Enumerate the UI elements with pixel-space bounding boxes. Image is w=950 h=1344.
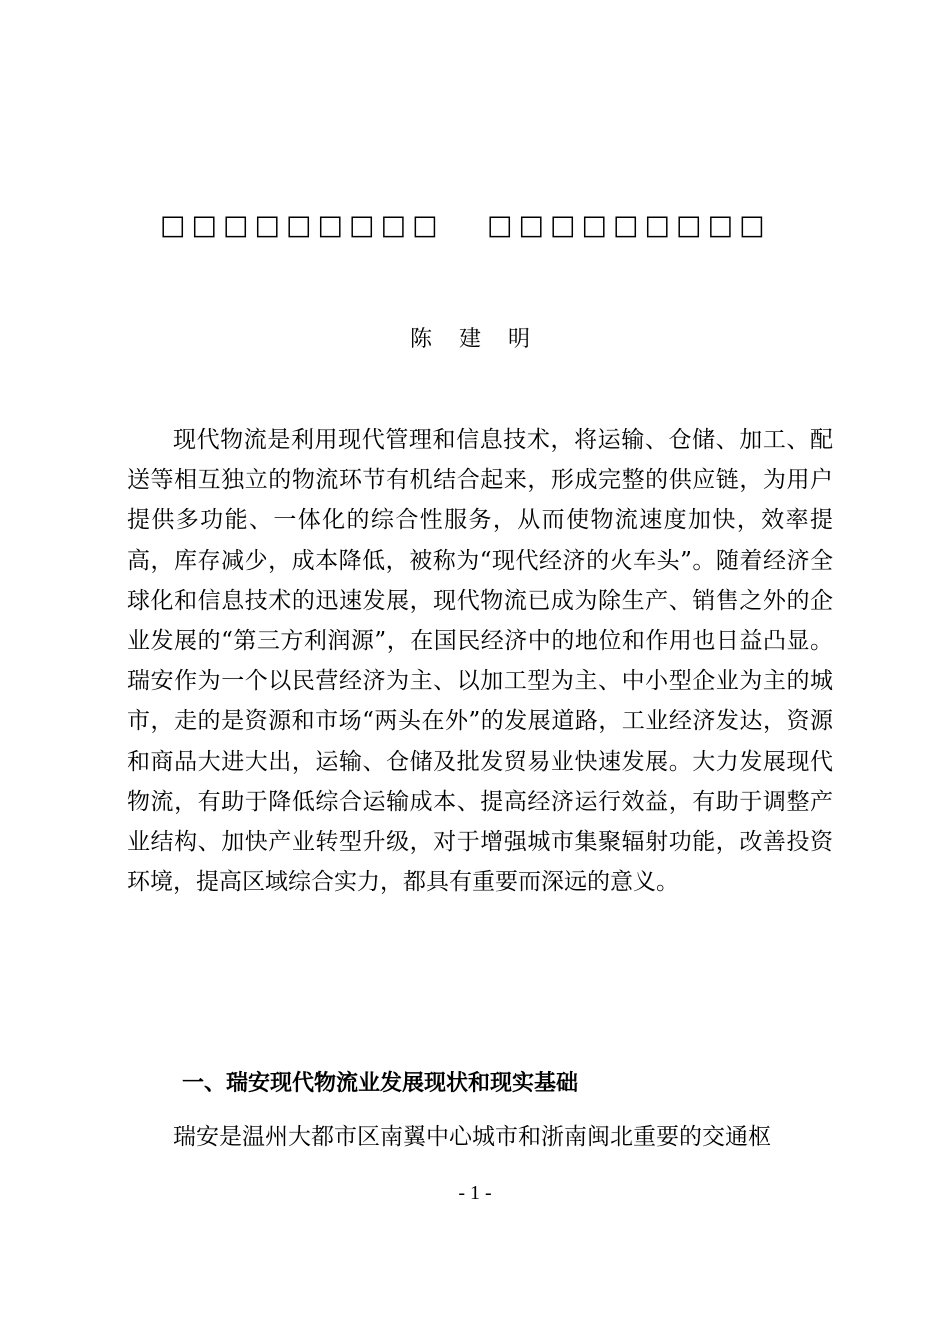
page-number: - 1 - — [458, 1182, 492, 1204]
author-name: 陈 建 明 — [410, 327, 540, 352]
title-right-part: □□□□□□□□□ — [487, 210, 771, 241]
title-left-part: □□□□□□□□□ — [160, 210, 444, 241]
intro-paragraph: 现代物流是利用现代管理和信息技术，将运输、仓储、加工、配送等相互独立的物流环节有机结合起来，形成完整的供应链，为用户提供多功能、一体化的综合性服务，从而使物流速度加快，效率提高，库存减少，成本降低，被称为“现代经济的火车头”。随着经济全球化和信息技术的迅速发展，现代物流已成为除生产、销售之外的企业发展的“第三方利润源”，在国民经济中的地位和作用也日益凸显。瑞安作为一个以民营经济为主、以加工型为主、中小型企业为主的城市，走的是资源和市场“两头在外”的发展道路，工业经济发达，资源和商品大进大出，运输、仓储及批发贸易业快速发展。大力发展现代物流，有助于降低综合运输成本、提高经济运行效益，有助于调整产业结构、加快产业转型升级，对于增强城市集聚辐射功能，改善投资环境，提高区域综合实力，都具有重要而深远的意义。 — [127, 427, 833, 896]
document-title — [0, 210, 950, 250]
section-paragraph: 瑞安是温州大都市区南翼中心城市和浙南闽北重要的交通枢 — [173, 1124, 771, 1150]
section-heading: 一、瑞安现代物流业发展现状和现实基础 — [182, 1071, 579, 1096]
